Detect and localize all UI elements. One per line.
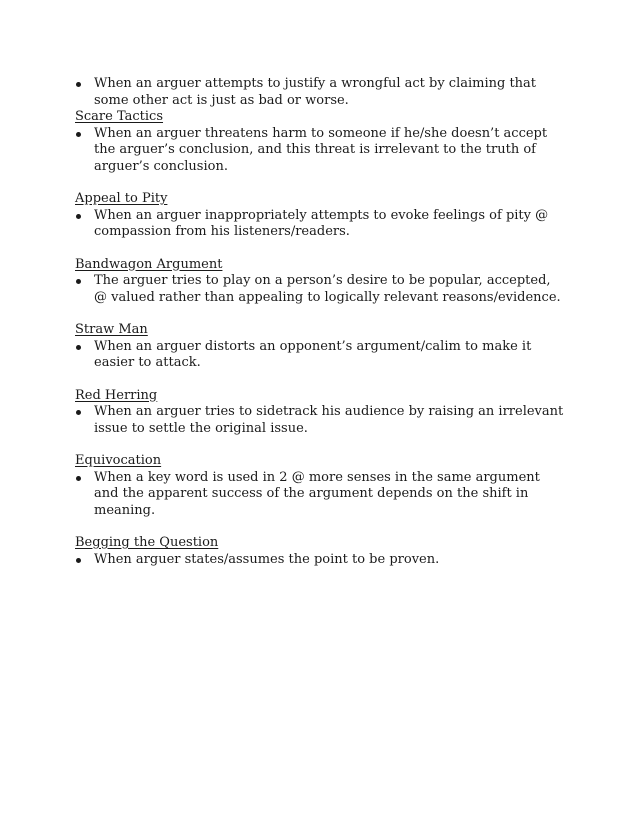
document-body	[75, 76, 565, 568]
bullet-item: When an arguer distorts an opponent’s argument/calim to make it easier to attack.	[75, 339, 565, 372]
section-heading: Begging the Question	[75, 535, 219, 550]
bullet-item: The arguer tries to play on a person’s desire to be popular, accepted, @ valued rather than appealing to logically relevant reasons/evidence.	[75, 273, 565, 306]
section-equivocation	[75, 453, 565, 519]
section-bandwagon-argument	[75, 257, 565, 307]
section-straw-man	[75, 322, 565, 372]
section-heading: Equivocation	[75, 453, 162, 468]
bullet-item: When an arguer threatens harm to someone if he/she doesn’t accept the arguer’s conclusion, and this threat is irrelevant to the truth of arguer’s conclusion.	[75, 126, 565, 176]
section-heading: Straw Man	[75, 322, 148, 337]
bullet-item: When an arguer attempts to justify a wrongful act by claiming that some other act is just as bad or worse.	[75, 76, 565, 109]
section-heading: Red Herring	[75, 387, 158, 403]
section-heading: Bandwagon Argument	[75, 256, 223, 272]
bullet-item: When an arguer inappropriately attempts to evoke feelings of pity @ compassion from his listeners/readers.	[75, 208, 565, 241]
section-red-herring	[75, 388, 565, 438]
section-tu-quoque-continued	[75, 76, 565, 109]
section-heading: Scare Tactics	[75, 109, 164, 124]
bullet-item: When an arguer tries to sidetrack his audience by raising an irrelevant issue to settle the original issue.	[75, 404, 565, 437]
bullet-item: When a key word is used in 2 @ more senses in the same argument and the apparent success of the argument depends on the shift in meaning.	[75, 470, 565, 520]
section-begging-the-question	[75, 535, 565, 568]
section-scare-tactics	[75, 109, 565, 175]
section-heading: Appeal to Pity	[75, 191, 168, 206]
section-appeal-to-pity	[75, 191, 565, 241]
bullet-item: When arguer states/assumes the point to be proven.	[75, 552, 565, 569]
